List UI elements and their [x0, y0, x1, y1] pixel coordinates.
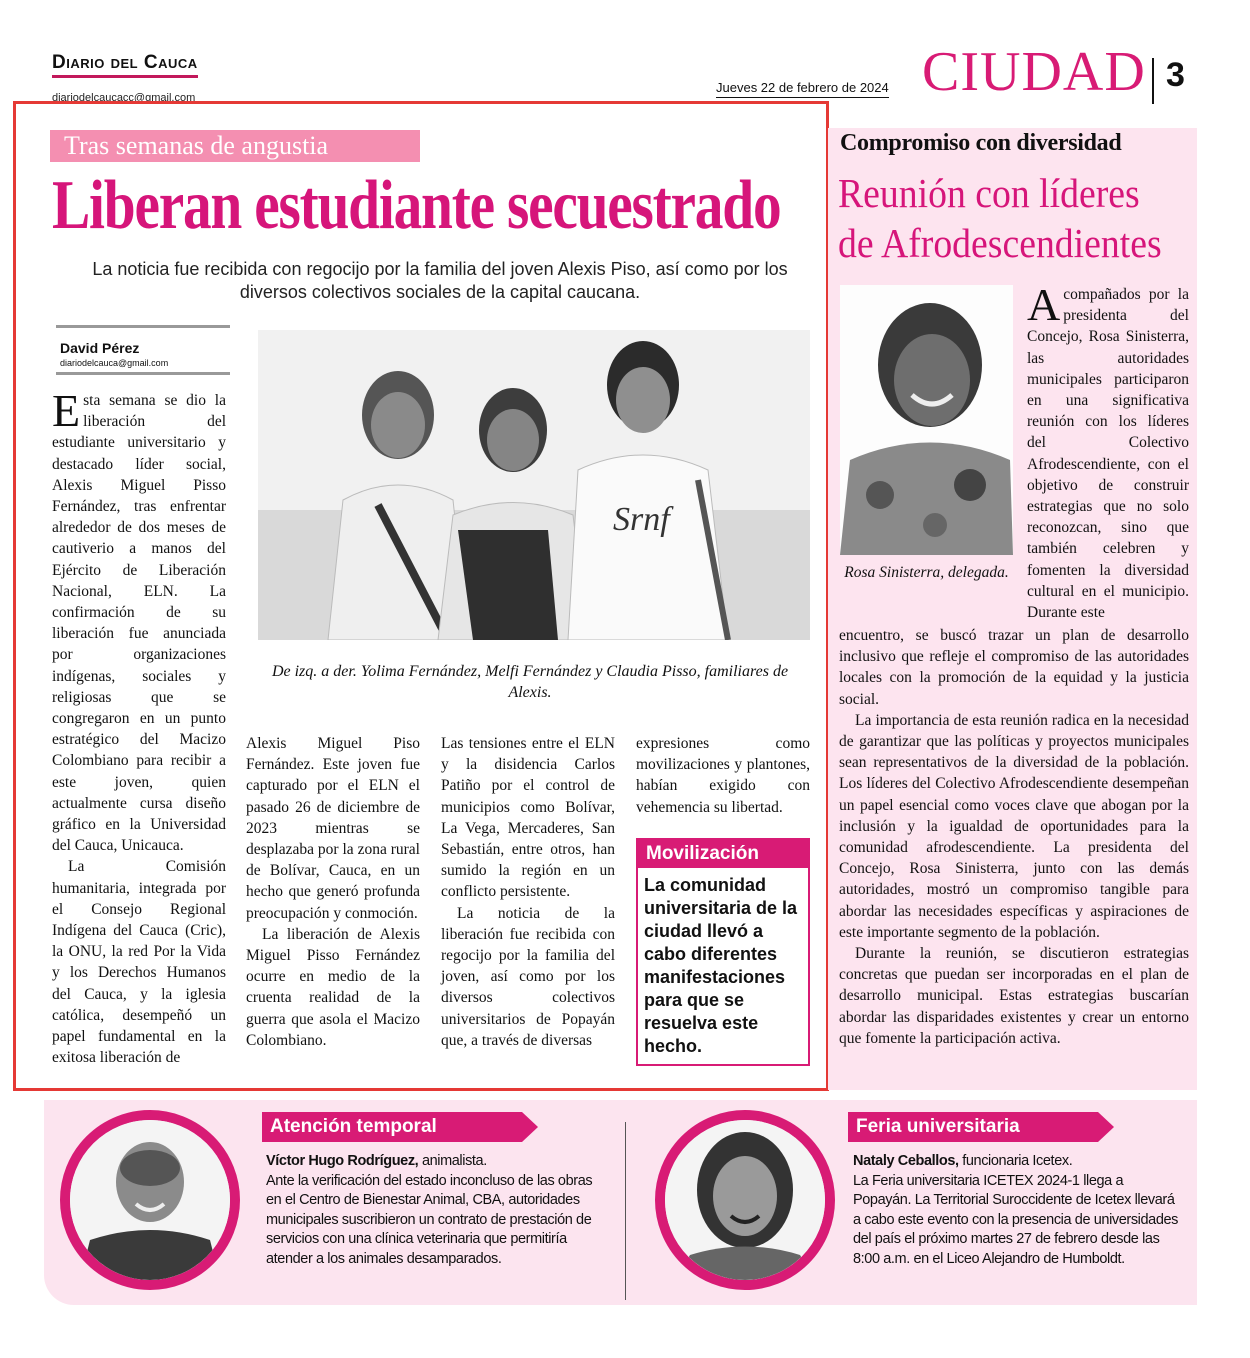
- paragraph: [1027, 279, 1189, 623]
- brief-body: Ante la verificación del estado inconcluso de las obras en el Centro de Bienestar Animal, CBA, autoridades municipales suscribieron un contrato de prestación de servicios con una clínica veterinaria que permitiría atender a los animales desamparados.: [266, 1172, 593, 1267]
- title-line: de Afrodescendientes: [838, 220, 1162, 266]
- brief-body: La Feria universitaria ICETEX 2024-1 llega a Popayán. La Territorial Suroccidente de Icetex llevará a cabo este evento con la presencia de universidades del país el próximo martes 27 de febrero desde las 8:00 a.m. en el Liceo Alejandro de Humboldt.: [853, 1172, 1179, 1267]
- family-photo-image: [258, 330, 810, 640]
- portrait-image: [70, 1120, 230, 1280]
- paragraph: encuentro, se buscó trazar un plan de desarrollo inclusivo que refleje el compromiso de las autoridades locales con la promoción de la equidad y la justicia social.: [839, 627, 1189, 708]
- rosa-sinisterra-portrait: [840, 285, 1013, 555]
- portrait-image: [840, 285, 1013, 555]
- brief-person: Víctor Hugo Rodríguez,: [266, 1153, 419, 1169]
- nataly-ceballos-portrait: [655, 1110, 835, 1290]
- paragraph: La noticia de la liberación fue recibida con regocijo por la familia del joven, así como por los diversos colectivos universitarios de Popayán que, a través de diversas: [441, 904, 615, 1049]
- paragraph: Las tensiones entre el ELN y la disidencia Carlos Patiño por el control de municipios como Bolívar, La Vega, Mercaderes, San Sebastián, entre otros, han sumido la región en un conflicto persistente.: [441, 735, 615, 901]
- brief-role: funcionaria Icetex.: [958, 1153, 1073, 1169]
- side-article-body: [839, 625, 1189, 1049]
- brief-text: [266, 1152, 596, 1269]
- author-email: diariodelcauca@gmail.com: [60, 358, 169, 368]
- brief-text: [853, 1152, 1183, 1269]
- article-column-4: [636, 733, 810, 818]
- byline: [56, 325, 230, 375]
- paragraph: [52, 385, 226, 856]
- brief-role: animalista.: [418, 1153, 487, 1169]
- article-kicker: Tras semanas de angustia: [50, 130, 420, 162]
- title-line: Reunión con líderes: [838, 170, 1140, 216]
- paragraph: Alexis Miguel Piso Fernández. Este joven fue capturado por el ELN el pasado 26 de diciembre de 2023 mientras se desplazaba por la zona rural de Bolívar, Cauca, en un hecho que generó profunda preocupación y conmoción.: [246, 735, 420, 922]
- paragraph: expresiones como movilizaciones y plantones, habían exigido con vehemencia su libertad.: [636, 735, 810, 816]
- article-column-1: [52, 385, 226, 1069]
- sidebar-title: Movilización: [638, 840, 808, 868]
- drop-cap: A: [1027, 279, 1061, 330]
- paragraph-text: sta semana se dio la liberación del estudiante universitario y destacado líder social, Alexis Miguel Pisso Fernández, tras enfrentar alrededor de dos meses de cautiverio a manos del Ejército de Liberación Nacional, ELN. La confirmación de su liberación fue anunciada por organizaciones indígenas, sociales y religiosas que se congregaron en un punto estratégico del Macizo Colombiano para recibir a este joven, quien actualmente cursa diseño gráfico en la Universidad del Cauca, Unicauca.: [52, 392, 226, 855]
- paragraph: La importancia de esta reunión radica en la necesidad de garantizar que las políticas y proyectos municipales sean representativos de la diversidad de la población. Los líderes del Colectivo Afrodescendiente desempeñan un papel esencial como voces clave que abogan por la inclusión y la igualdad de oportunidades para la comunidad afrodescendiente. La presidenta del Concejo, Rosa Sinisterra, junto con las demás autoridades, mostró un compromiso tangible para abordar las necesidades específicas y aspiraciones de este importante segmento de la población.: [839, 711, 1189, 941]
- section-title: CIUDAD: [922, 41, 1146, 103]
- brief-tag: Feria universitaria: [848, 1112, 1098, 1142]
- brief-person: Nataly Ceballos,: [853, 1153, 959, 1169]
- newspaper-logo: Diario del Cauca: [52, 52, 198, 78]
- svg-text:Srnf: Srnf: [613, 501, 670, 538]
- article-column-3: [441, 733, 615, 1051]
- paragraph: La Comisión humanitaria, integrada por el Consejo Regional Indígena del Cauca (Cric), la ONU, la red Por la Vida y los Derechos Humanos del Cauca, y la iglesia católica, desempeñó un papel fundamental en la exitosa liberación de: [52, 858, 226, 1067]
- family-photo: [258, 330, 810, 640]
- article-headline: Liberan estudiante secuestrado: [52, 167, 781, 244]
- issue-date: Jueves 22 de febrero de 2024: [716, 80, 889, 98]
- paragraph: La liberación de Alexis Miguel Pisso Fernández ocurre en medio de la cruenta realidad de la guerra que asola el Macizo Colombiano.: [246, 925, 420, 1049]
- portrait-caption: Rosa Sinisterra, delegada.: [844, 564, 1009, 581]
- photo-caption: De izq. a der. Yolima Fernández, Melfi Fernández y Claudia Pisso, familiares de Alexis.: [271, 663, 789, 701]
- article-deck: La noticia fue recibida con regocijo por la familia del joven Alexis Piso, así como por los diversos colectivos sociales de la capital caucana.: [92, 259, 788, 302]
- newspaper-email: diariodelcaucacc@gmail.com: [52, 92, 196, 104]
- brief-tag: Atención temporal: [262, 1112, 522, 1142]
- side-article-title: [838, 168, 1169, 268]
- sidebar-text: La comunidad universitaria de la ciudad llevó a cabo diferentes manifestaciones para que se resuelva este hecho.: [644, 875, 798, 1056]
- side-article-wrap-text: [1027, 279, 1189, 623]
- author-name: David Pérez: [60, 340, 140, 356]
- briefs-divider: [625, 1122, 626, 1300]
- side-article-kicker: Compromiso con diversidad: [840, 130, 1122, 156]
- portrait-image: [665, 1120, 825, 1280]
- page-number: 3: [1166, 56, 1185, 94]
- drop-cap: E: [52, 385, 81, 436]
- movilizacion-sidebar: [636, 838, 810, 1066]
- article-column-2: [246, 733, 420, 1051]
- header-separator: [1152, 58, 1154, 104]
- paragraph-text: compañados por la presidenta del Concejo, Rosa Sinisterra, las autoridades municipales participaron en una significativa reunión con los líderes del Colectivo Afrodescendiente, con el objetivo de construir estrategias que no solo reconozcan, sino que también celebren y fomenten la diversidad cultural en el municipio. Durante este: [1027, 286, 1189, 622]
- victor-hugo-portrait: [60, 1110, 240, 1290]
- paragraph: Durante la reunión, se discutieron estrategias concretas que puedan ser incorporadas en el plan de desarrollo municipal. Estas estrategias buscarían abordar las disparidades existentes y crear un entorno que fomente la participación activa.: [839, 945, 1189, 1047]
